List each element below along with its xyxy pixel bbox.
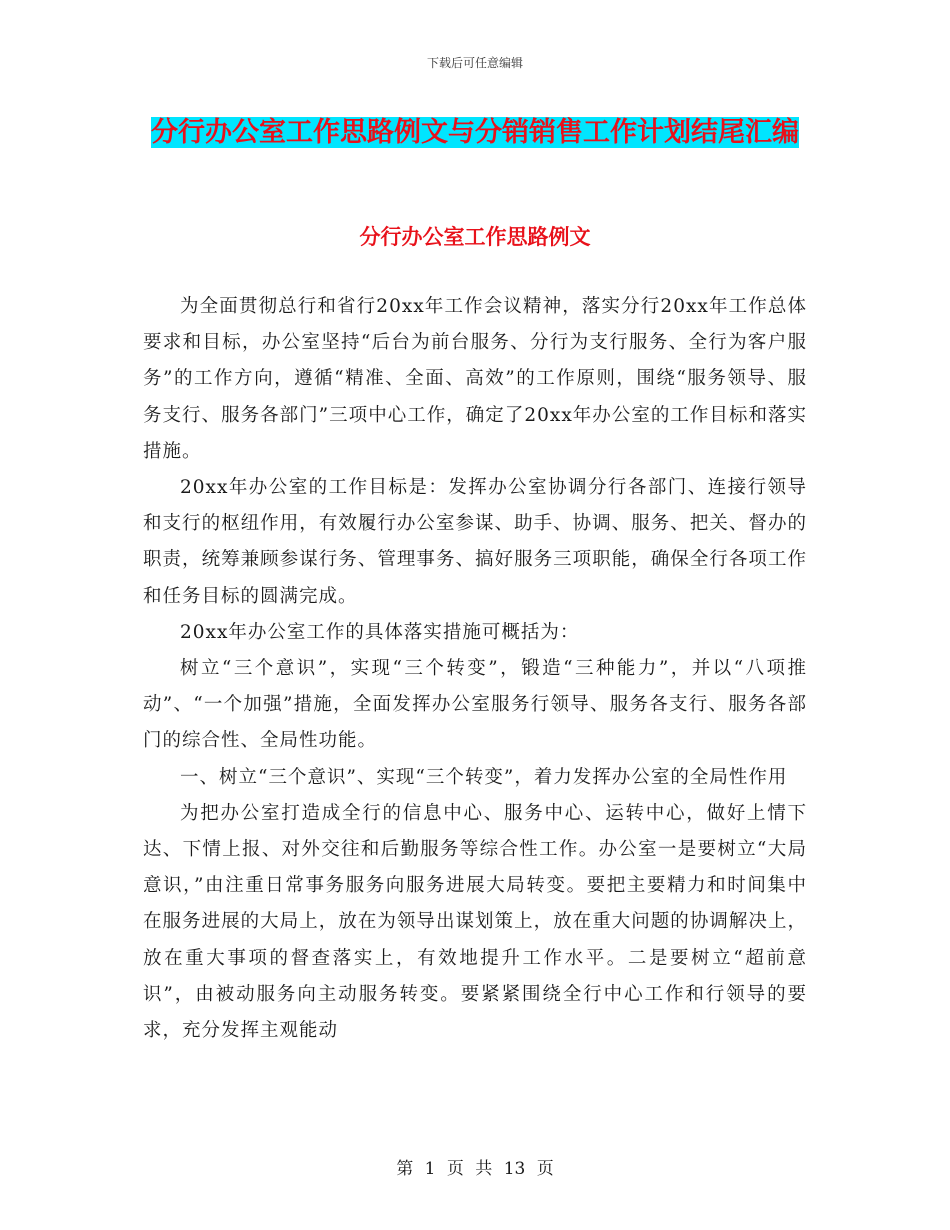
paragraph: 20xx年办公室的工作目标是：发挥办公室协调分行各部门、连接行领导和支行的枢纽作用，有效履行办公室参谋、助手、协调、服务、把关、督办的职责，统筹兼顾参谋行务、管理事务、搞好服务三项职能，确保全行各项工作和任务目标的圆满完成。 [143, 477, 807, 607]
document-body [143, 289, 807, 1049]
document-title-text: 分行办公室工作思路例文与分销销售工作计划结尾汇编 [151, 117, 799, 148]
paragraph: 为全面贯彻总行和省行20xx年工作会议精神，落实分行20xx年工作总体要求和目标，办公室坚持“后台为前台服务、分行为支行服务、全行为客户服务”的工作方向，遵循“精准、全面、高效”的工作原则，围绕“服务领导、服务支行、服务各部门”三项中心工作，确定了20xx年办公室的工作目标和落实措施。 [143, 296, 807, 462]
paragraph: 一、树立“三个意识”、实现“三个转变”，着力发挥办公室的全局性作用 [180, 766, 788, 788]
header-note: 下载后可任意编辑 [426, 56, 523, 70]
document-title [140, 110, 810, 156]
paragraph: 20xx年办公室工作的具体落实措施可概括为： [180, 621, 580, 643]
section-title: 分行办公室工作思路例文 [359, 225, 591, 249]
paragraph: 树立“三个意识”，实现“三个转变”，锻造“三种能力”，并以“八项推动”、“一个加强”措施，全面发挥办公室服务行领导、服务各支行、服务各部门的综合性、全局性功能。 [143, 658, 807, 752]
page-number: 第 1 页 共 13 页 [396, 1159, 554, 1179]
paragraph: 为把办公室打造成全行的信息中心、服务中心、运转中心，做好上情下达、下情上报、对外交往和后勤服务等综合性工作。办公室一是要树立“大局意识，”由注重日常事务服务向服务进展大局转变。要把主要精力和时间集中在服务进展的大局上，放在为领导出谋划策上，放在重大问题的协调解决上，放在重大事项的督查落实上，有效地提升工作水平。二是要树立“超前意识”，由被动服务向主动服务转变。要紧紧围绕全行中心工作和行领导的要求，充分发挥主观能动 [143, 802, 807, 1042]
